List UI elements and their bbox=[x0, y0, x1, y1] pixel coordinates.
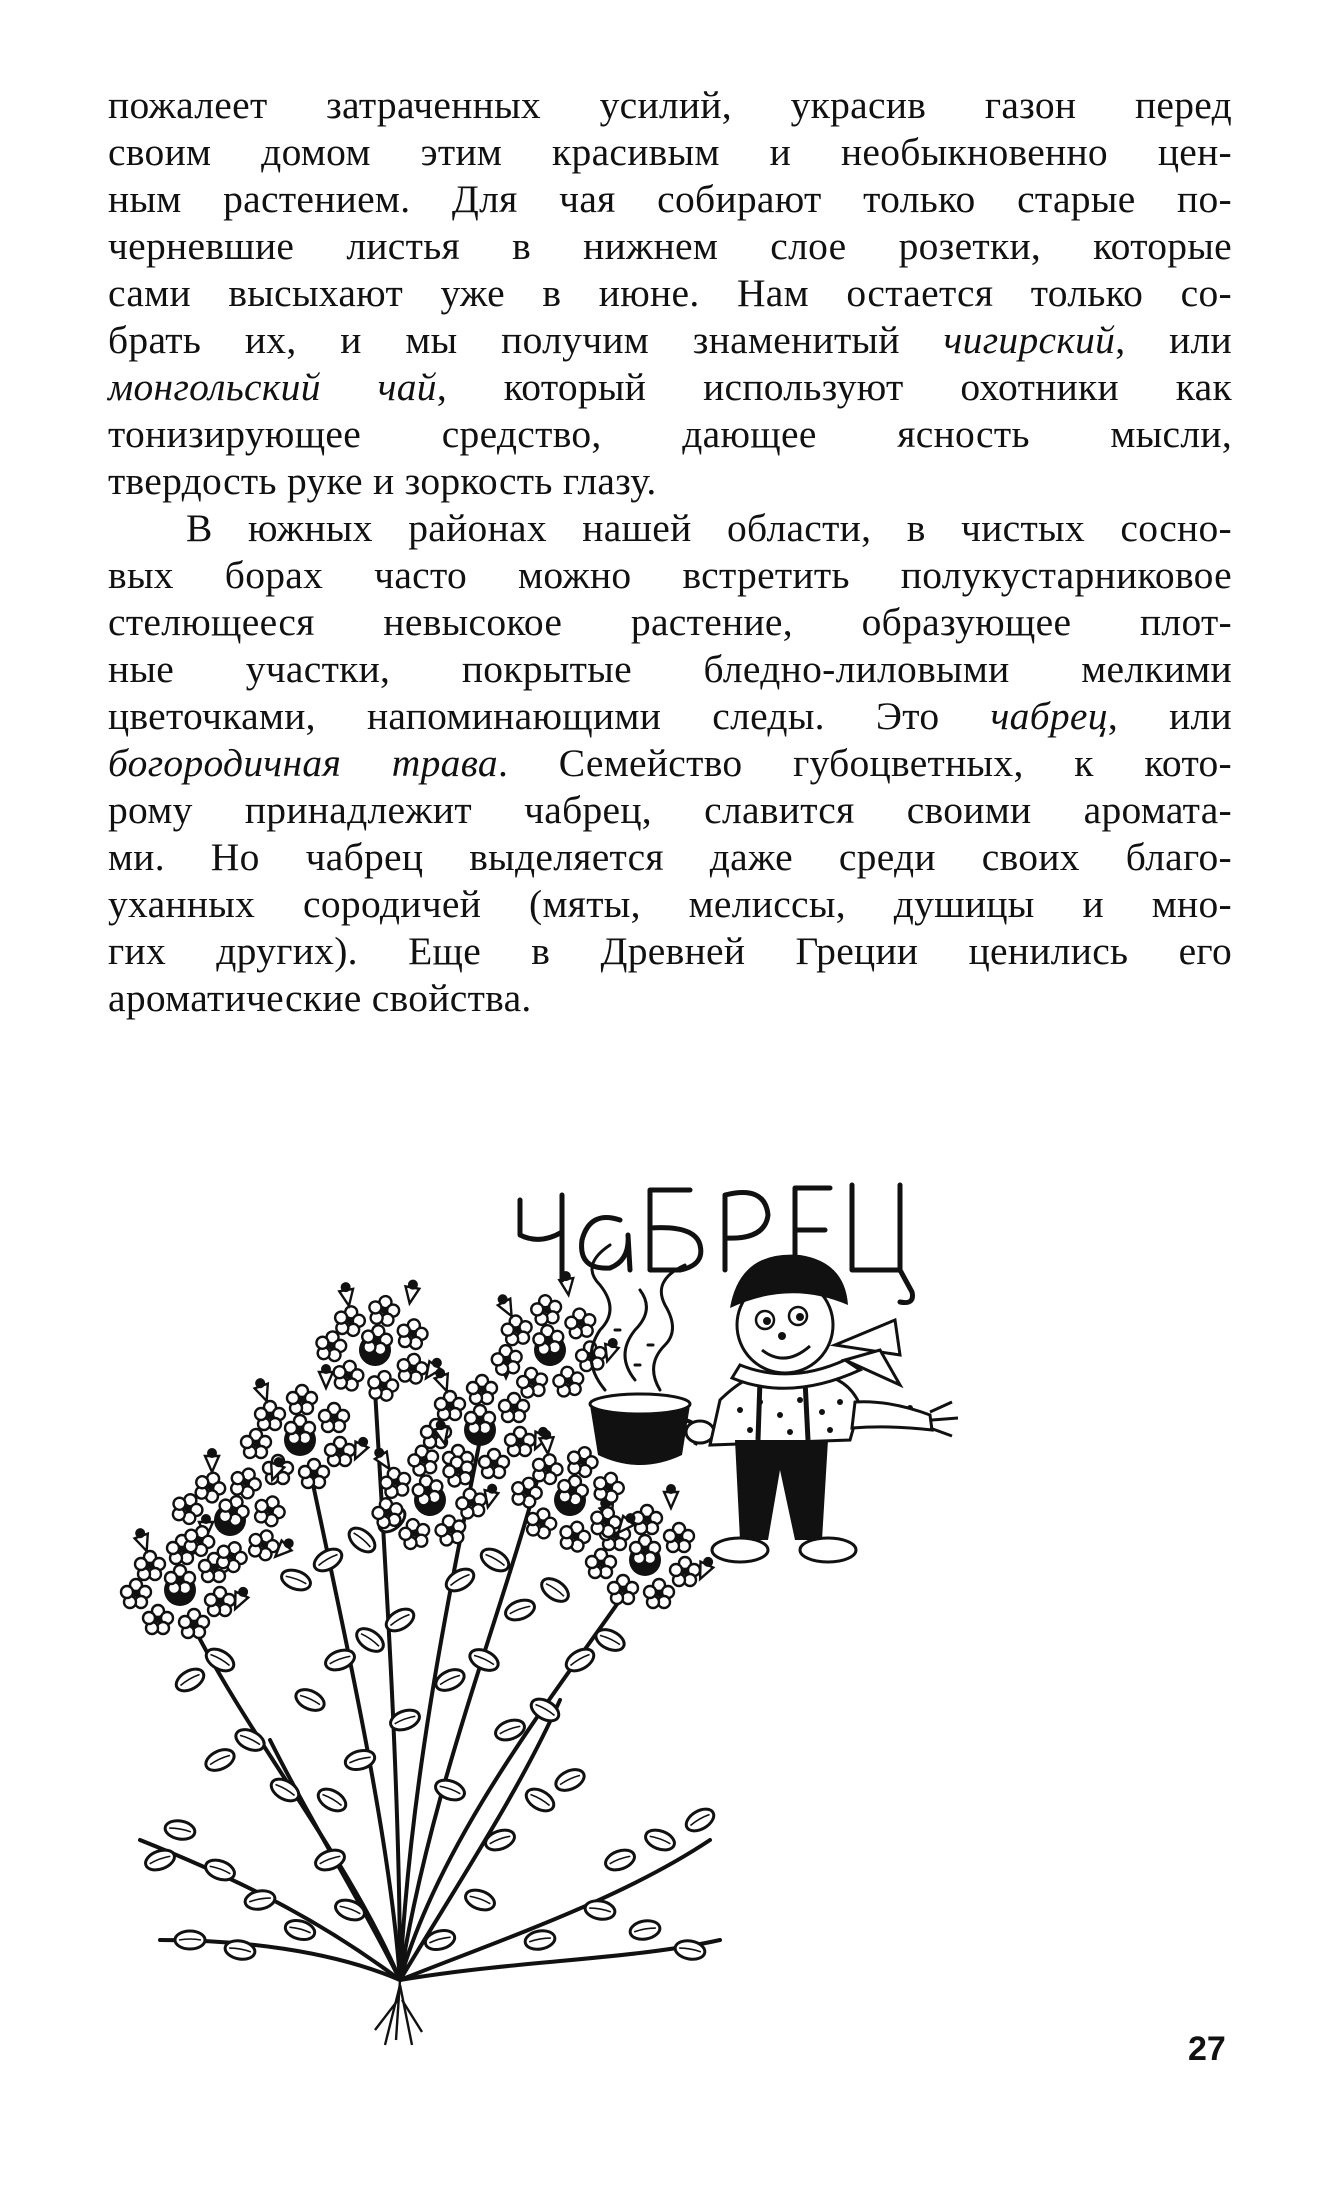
text-line: В южных районах нашей области, в чистых сосно- bbox=[186, 506, 1232, 550]
text-run: , или bbox=[1107, 694, 1232, 738]
text-line: ми. Но чабрец выделяется даже среди своих благо- bbox=[108, 835, 1232, 879]
italic-term: чабрец bbox=[990, 694, 1108, 738]
text-line: своим домом этим красивым и необыкновенно цен- bbox=[108, 130, 1232, 174]
paragraph bbox=[108, 505, 1232, 1022]
chabrec-lettering bbox=[520, 1185, 913, 1303]
text-line: гих других). Еще в Древней Греции ценились его bbox=[108, 929, 1232, 973]
text-line bbox=[108, 693, 1232, 740]
text-line: ным растением. Для чая собирают только старые по- bbox=[108, 177, 1232, 221]
text-line: уханных сородичей (мяты, мелиссы, душицы и мно- bbox=[108, 882, 1232, 926]
text-run: . Семейство губоцветных, к кото- bbox=[497, 741, 1232, 785]
text-line: сами высыхают уже в июне. Нам остается только со- bbox=[108, 271, 1232, 315]
text-line: вых борах часто можно встретить полукустарниковое bbox=[108, 553, 1232, 597]
thyme-illustration bbox=[100, 1140, 1230, 2060]
text-line: ароматические свойства. bbox=[108, 976, 532, 1020]
text-run: брать их, и мы получим знаменитый bbox=[108, 318, 944, 362]
text-line: твердость руке и зоркость глазу. bbox=[108, 459, 657, 503]
text-line: тонизирующее средство, дающее ясность мысли, bbox=[108, 412, 1232, 456]
plant-roots bbox=[375, 1980, 422, 2045]
italic-term: богородичная трава bbox=[108, 741, 498, 785]
text-line: стелющееся невысокое растение, образующее плот- bbox=[108, 600, 1232, 644]
text-line bbox=[108, 364, 1232, 411]
text-line: пожалеет затраченных усилий, украсив газон перед bbox=[108, 83, 1232, 127]
body-text bbox=[108, 82, 1232, 1022]
text-line: рому принадлежит чабрец, славится своими аромата- bbox=[108, 788, 1232, 832]
text-line: черневшие листья в нижнем слое розетки, которые bbox=[108, 224, 1232, 268]
page-number: 27 bbox=[1188, 2030, 1226, 2068]
text-line: ные участки, покрытые бледно-лиловыми мелкими bbox=[108, 647, 1232, 691]
text-run: , который используют охотники как bbox=[436, 365, 1232, 409]
text-line bbox=[108, 317, 1232, 364]
text-run: цветочками, напоминающими следы. Это bbox=[108, 694, 991, 738]
italic-term: монгольский чай bbox=[108, 365, 437, 409]
plant-leaves bbox=[143, 1503, 718, 1961]
text-run: , или bbox=[1115, 318, 1232, 362]
italic-term: чигирский bbox=[943, 318, 1116, 362]
text-line bbox=[108, 740, 1232, 787]
paragraph bbox=[108, 82, 1232, 505]
